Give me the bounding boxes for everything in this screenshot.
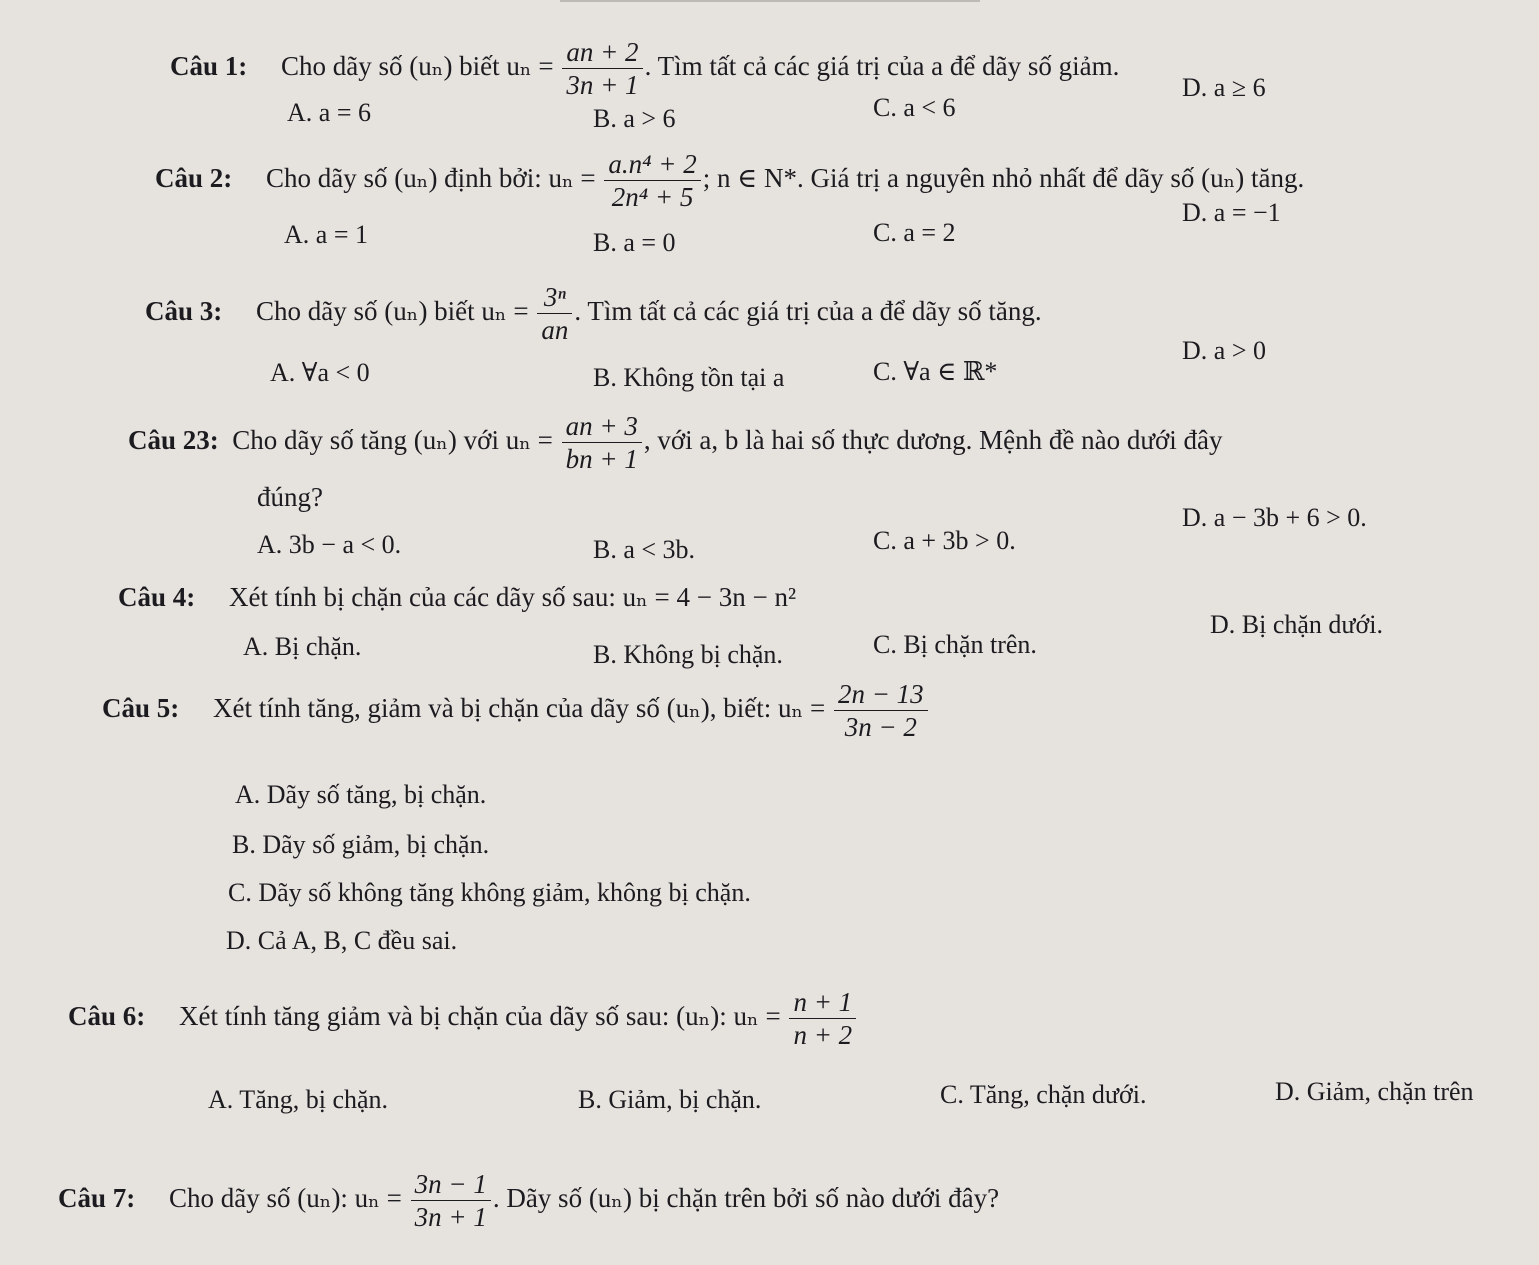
- question-6-fraction: [789, 988, 856, 1050]
- question-3-fraction: [537, 283, 572, 345]
- q4-option-a[interactable]: A. Bị chặn.: [243, 632, 362, 661]
- numerator: a.n⁴ + 2: [604, 150, 700, 181]
- question-23-text-cont: đúng?: [257, 482, 323, 512]
- denominator: an: [541, 315, 569, 346]
- q4-option-d[interactable]: D. Bị chặn dưới.: [1210, 610, 1383, 639]
- question-4: [118, 582, 796, 613]
- question-3-label: Câu 3:: [145, 296, 223, 327]
- question-1: [170, 38, 1119, 100]
- q3-option-d[interactable]: D. a > 0: [1182, 336, 1266, 365]
- question-2-fraction: [604, 150, 700, 212]
- question-1-text-tail: . Tìm tất cả các giá trị của a để dãy số giảm.: [644, 51, 1120, 82]
- question-2-text: Cho dãy số (uₙ) định bởi: uₙ =: [266, 163, 596, 194]
- denominator: 3n + 1: [566, 70, 639, 101]
- numerator: n + 1: [789, 988, 856, 1019]
- q6-option-c[interactable]: C. Tăng, chặn dưới.: [940, 1080, 1147, 1109]
- question-23-fraction: [562, 412, 642, 474]
- denominator: 3n − 2: [844, 712, 917, 743]
- question-3: [145, 283, 1042, 345]
- denominator: bn + 1: [565, 444, 638, 475]
- q1-option-a[interactable]: A. a = 6: [287, 98, 371, 127]
- q1-option-c[interactable]: C. a < 6: [873, 93, 956, 122]
- q5-option-b[interactable]: B. Dãy số giảm, bị chặn.: [232, 830, 490, 859]
- q1-option-b[interactable]: B. a > 6: [593, 104, 676, 133]
- question-7-fraction: [411, 1170, 491, 1232]
- question-3-text: Cho dãy số (uₙ) biết uₙ =: [256, 296, 529, 327]
- numerator: 3n − 1: [411, 1170, 491, 1201]
- numerator: an + 3: [562, 412, 642, 443]
- q3-option-c[interactable]: C. ∀a ∈ ℝ*: [873, 357, 998, 386]
- q4-option-b[interactable]: B. Không bị chặn.: [593, 640, 783, 669]
- q23-option-c[interactable]: C. a + 3b > 0.: [873, 526, 1016, 555]
- question-1-fraction: [562, 38, 642, 100]
- question-4-text: Xét tính bị chặn của các dãy số sau: uₙ = 4 − 3n − n²: [229, 582, 797, 612]
- numerator: 2n − 13: [834, 680, 928, 711]
- question-1-text: Cho dãy số (uₙ) biết uₙ =: [281, 51, 554, 82]
- question-7-label: Câu 7:: [58, 1183, 136, 1214]
- question-2: [155, 150, 1304, 212]
- q6-option-d[interactable]: D. Giảm, chặn trên: [1275, 1077, 1474, 1106]
- question-2-text-tail: ; n ∈ N*. Giá trị a nguyên nhỏ nhất để dãy số (uₙ) tăng.: [702, 163, 1305, 194]
- question-23-text-tail: , với a, b là hai số thực dương. Mệnh đề nào dưới đây: [643, 425, 1223, 456]
- q2-option-a[interactable]: A. a = 1: [284, 220, 368, 249]
- denominator: 3n + 1: [414, 1202, 487, 1233]
- q6-option-b[interactable]: B. Giảm, bị chặn.: [578, 1085, 762, 1114]
- q4-option-c[interactable]: C. Bị chặn trên.: [873, 630, 1037, 659]
- q3-option-b[interactable]: B. Không tồn tại a: [593, 363, 785, 392]
- question-5-fraction: [834, 680, 928, 742]
- question-23-text: Cho dãy số tăng (uₙ) với uₙ =: [232, 425, 553, 456]
- question-1-label: Câu 1:: [170, 51, 248, 82]
- q5-option-c[interactable]: C. Dãy số không tăng không giảm, không bị chặn.: [228, 878, 751, 907]
- question-23-label: Câu 23:: [128, 425, 219, 456]
- q23-option-b[interactable]: B. a < 3b.: [593, 535, 696, 564]
- question-5-label: Câu 5:: [102, 693, 180, 724]
- question-6-label: Câu 6:: [68, 1001, 146, 1032]
- question-23: [128, 412, 1222, 474]
- question-7-text-tail: . Dãy số (uₙ) bị chặn trên bởi số nào dưới đây?: [492, 1183, 1000, 1214]
- numerator: an + 2: [562, 38, 642, 69]
- q5-option-d[interactable]: D. Cả A, B, C đều sai.: [226, 926, 458, 955]
- denominator: 2n⁴ + 5: [611, 182, 694, 213]
- question-6-text: Xét tính tăng giảm và bị chặn của dãy số sau: (uₙ): uₙ =: [179, 1001, 781, 1032]
- denominator: n + 2: [793, 1020, 853, 1051]
- q23-option-d[interactable]: D. a − 3b + 6 > 0.: [1182, 503, 1367, 532]
- q2-option-b[interactable]: B. a = 0: [593, 228, 676, 257]
- q2-option-c[interactable]: C. a = 2: [873, 218, 956, 247]
- top-edge-line: [560, 0, 980, 2]
- question-7: [58, 1170, 999, 1232]
- question-5-text: Xét tính tăng, giảm và bị chặn của dãy số (uₙ), biết: uₙ =: [213, 693, 826, 724]
- q5-option-a[interactable]: A. Dãy số tăng, bị chặn.: [235, 780, 487, 809]
- q23-option-a[interactable]: A. 3b − a < 0.: [257, 530, 402, 559]
- question-2-label: Câu 2:: [155, 163, 233, 194]
- question-6: [68, 988, 858, 1050]
- q6-option-a[interactable]: A. Tăng, bị chặn.: [208, 1085, 389, 1114]
- question-7-text: Cho dãy số (uₙ): uₙ =: [169, 1183, 402, 1214]
- question-5: [102, 680, 930, 742]
- numerator: 3ⁿ: [537, 283, 572, 314]
- question-3-text-tail: . Tìm tất cả các giá trị của a để dãy số tăng.: [574, 296, 1042, 327]
- question-4-label: Câu 4:: [118, 582, 196, 612]
- q1-option-d[interactable]: D. a ≥ 6: [1182, 73, 1266, 102]
- q2-option-d[interactable]: D. a = −1: [1182, 198, 1281, 227]
- q3-option-a[interactable]: A. ∀a < 0: [270, 358, 370, 387]
